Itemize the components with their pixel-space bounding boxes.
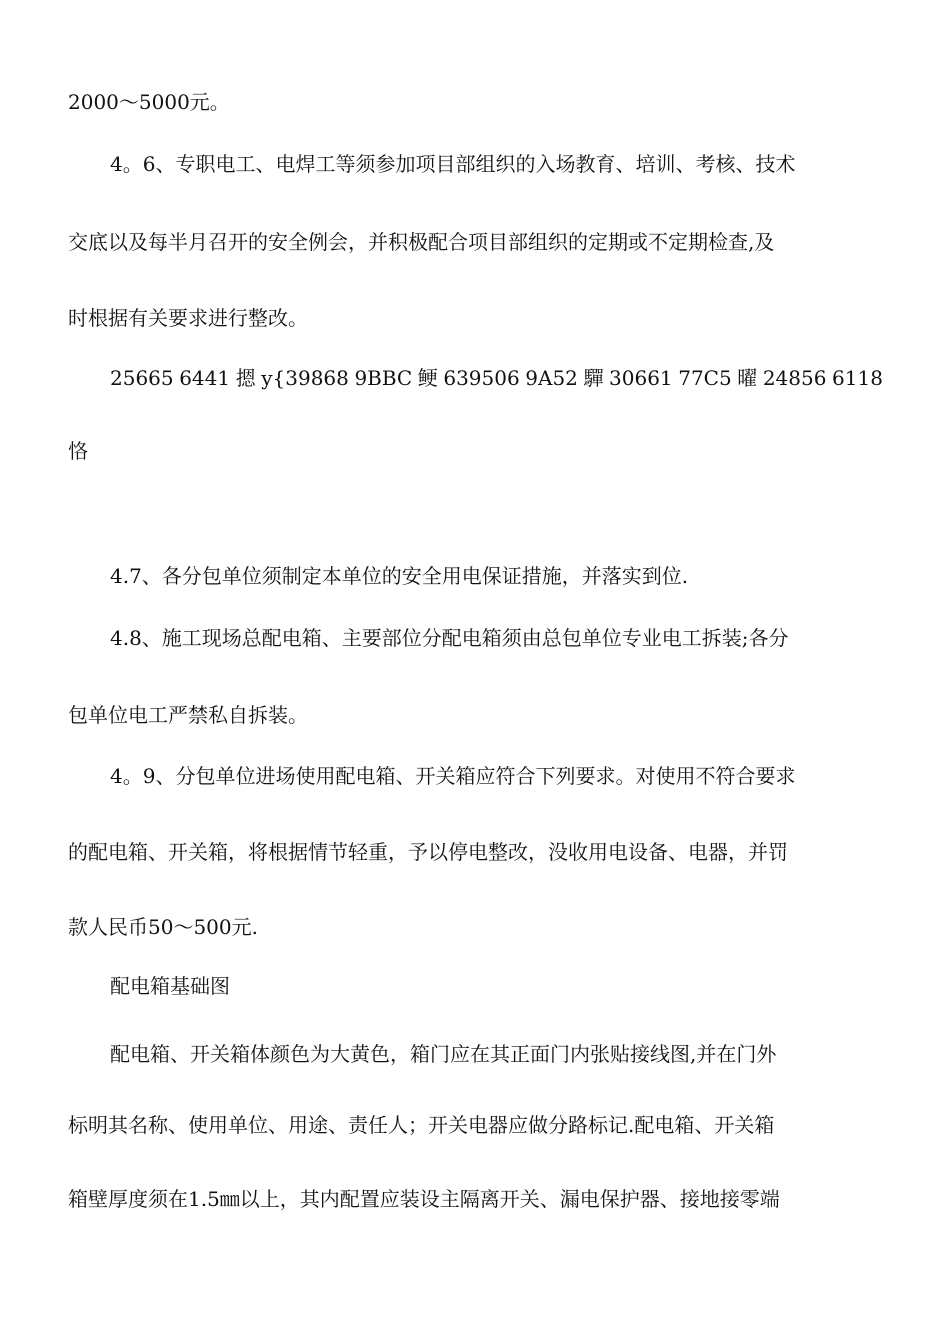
garbled-token: 鲠 xyxy=(417,366,438,390)
garbled-tail: 恪 xyxy=(68,439,88,463)
garbled-token: 6118 xyxy=(832,366,883,390)
paragraph-box-line-2: 标明其名称、使用单位、用途、责任人；开关电器应做分路标记.配电箱、开关箱 xyxy=(68,1113,775,1137)
garbled-token: 驒 xyxy=(583,366,604,390)
paragraph-4-7: 4.7、各分包单位须制定本单位的安全用电保证措施，并落实到位. xyxy=(110,564,689,588)
garbled-token: 77C5 xyxy=(678,366,732,390)
garbled-token: 25665 xyxy=(110,366,174,390)
garbled-token: 9BBC xyxy=(354,366,413,390)
garbled-token: y{39868 xyxy=(261,366,349,390)
garbled-line xyxy=(110,364,883,392)
paragraph-box-line-1: 配电箱、开关箱体颜色为大黄色，箱门应在其正面门内张贴接线图,并在门外 xyxy=(110,1042,777,1066)
garbled-token: 24856 xyxy=(762,366,827,390)
paragraph-4-9-line-1: 4。9、分包单位进场使用配电箱、开关箱应符合下列要求。对使用不符合要求 xyxy=(110,764,796,788)
garbled-token: 30661 xyxy=(609,366,673,390)
paragraph-4-6-line-1: 4。6、专职电工、电焊工等须参加项目部组织的入场教育、培训、考核、技术 xyxy=(110,152,796,176)
paragraph-4-6-line-3: 时根据有关要求进行整改。 xyxy=(68,306,308,330)
paragraph-4-8-line-2: 包单位电工严禁私自拆装。 xyxy=(68,703,308,727)
section-heading: 配电箱基础图 xyxy=(110,974,230,998)
garbled-token: 摁 xyxy=(235,366,256,390)
paragraph-4-8-line-1: 4.8、施工现场总配电箱、主要部位分配电箱须由总包单位专业电工拆装;各分 xyxy=(110,626,789,650)
paragraph-4-9-line-3: 款人民币50～500元. xyxy=(68,915,258,939)
paragraph-4-9-line-2: 的配电箱、开关箱，将根据情节轻重，予以停电整改，没收用电设备、电器，并罚 xyxy=(68,840,788,864)
garbled-token: 9A52 xyxy=(525,366,578,390)
text-line-1: 2000～5000元。 xyxy=(68,90,230,114)
garbled-token: 639506 xyxy=(443,366,520,390)
garbled-token: 6441 xyxy=(179,366,231,390)
garbled-token: 曜 xyxy=(737,366,758,390)
paragraph-box-line-3: 箱壁厚度须在1.5㎜以上，其内配置应装设主隔离开关、漏电保护器、接地接零端 xyxy=(68,1187,780,1211)
paragraph-4-6-line-2: 交底以及每半月召开的安全例会，并积极配合项目部组织的定期或不定期检查,及 xyxy=(68,230,775,254)
